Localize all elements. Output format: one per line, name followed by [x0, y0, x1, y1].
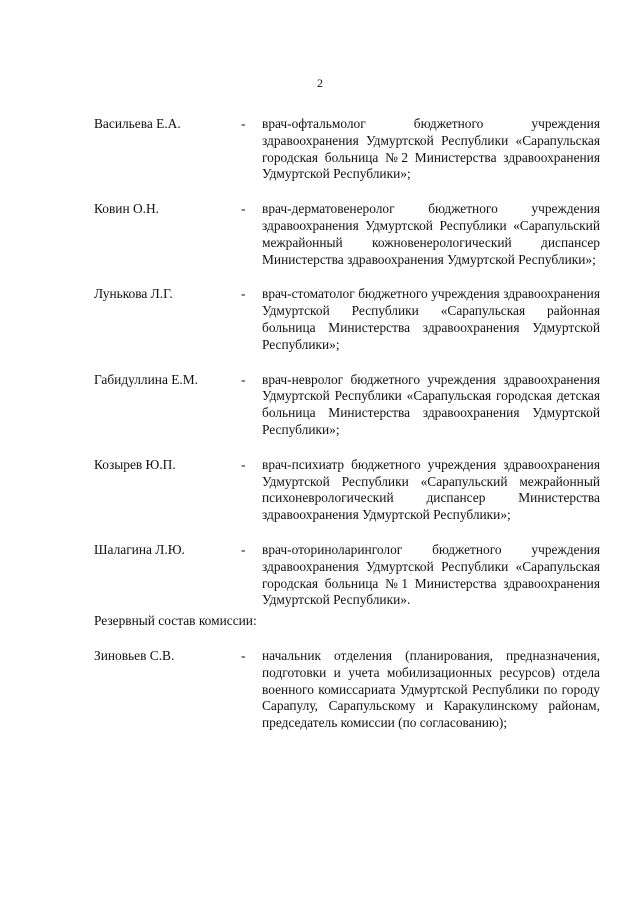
member-name: Ковин О.Н.: [94, 201, 159, 217]
member-entry: [94, 286, 600, 353]
member-entry: [94, 116, 600, 183]
member-entry: [94, 457, 600, 524]
member-description: врач-стоматолог бюджетного учреждения здравоохранения Удмуртской Республики «Сарапульская районная больница Министерства здравоохранения Удмуртской Республики»;: [262, 286, 600, 352]
member-name: Васильева Е.А.: [94, 116, 181, 131]
member-description: начальник отделения (планирования, предназначения, подготовки и учета мобилизационных ресурсов) отдела военного комиссариата Удмуртской Республики по городу Сарапулу, Сарапульскому и Каракулинскому районам, председатель комиссии (по согласованию);: [262, 647, 600, 731]
commission-list: [94, 116, 600, 732]
member-name: Козырев Ю.П.: [94, 456, 176, 472]
reserve-member-entry: [94, 648, 600, 732]
member-description: врач-невролог бюджетного учреждения здравоохранения Удмуртской Республики «Сарапульская городская детская больница Министерства здравоохранения Удмуртской Республики»;: [262, 371, 600, 437]
member-dash: -: [241, 116, 246, 131]
member-name: Лунькова Л.Г.: [94, 286, 173, 302]
member-name: Зиновьев С.В.: [94, 647, 175, 663]
member-dash: -: [241, 456, 246, 472]
member-name: Габидуллина Е.М.: [94, 371, 199, 387]
member-dash: -: [241, 541, 246, 557]
member-description: врач-психиатр бюджетного учреждения здравоохранения Удмуртской Республики «Сарапульский межрайонный психоневрологический диспансер Министерства здравоохранения Удмуртской Республики»;: [262, 456, 600, 523]
member-dash: -: [241, 647, 246, 663]
member-dash: -: [241, 371, 246, 387]
reserve-heading: Резервный состав комиссии:: [94, 613, 257, 629]
member-dash: -: [241, 286, 246, 302]
member-description: врач-дерматовенеролог бюджетного учреждения здравоохранения Удмуртской Республики «Сарапульский межрайонный кожновенерологический диспансер Министерства здравоохранения Удмуртской Республики»;: [262, 201, 600, 267]
member-entry: [94, 201, 600, 268]
reserve-list: [94, 648, 600, 732]
member-description: врач-оториноларинголог бюджетного учреждения здравоохранения Удмуртской Республики «Сарапульская городская больница №1 Министерства здравоохранения Удмуртской Республики».: [262, 541, 600, 608]
member-description: врач-офтальмолог бюджетного учреждения здравоохранения Удмуртской Республики «Сарапульская городская больница №2 Министерства здравоохранения Удмуртской Республики»;: [262, 116, 600, 182]
member-entry: [94, 372, 600, 439]
member-entry: [94, 542, 600, 609]
page-number: 2: [317, 76, 323, 90]
member-dash: -: [241, 201, 246, 217]
member-name: Шалагина Л.Ю.: [94, 541, 185, 557]
